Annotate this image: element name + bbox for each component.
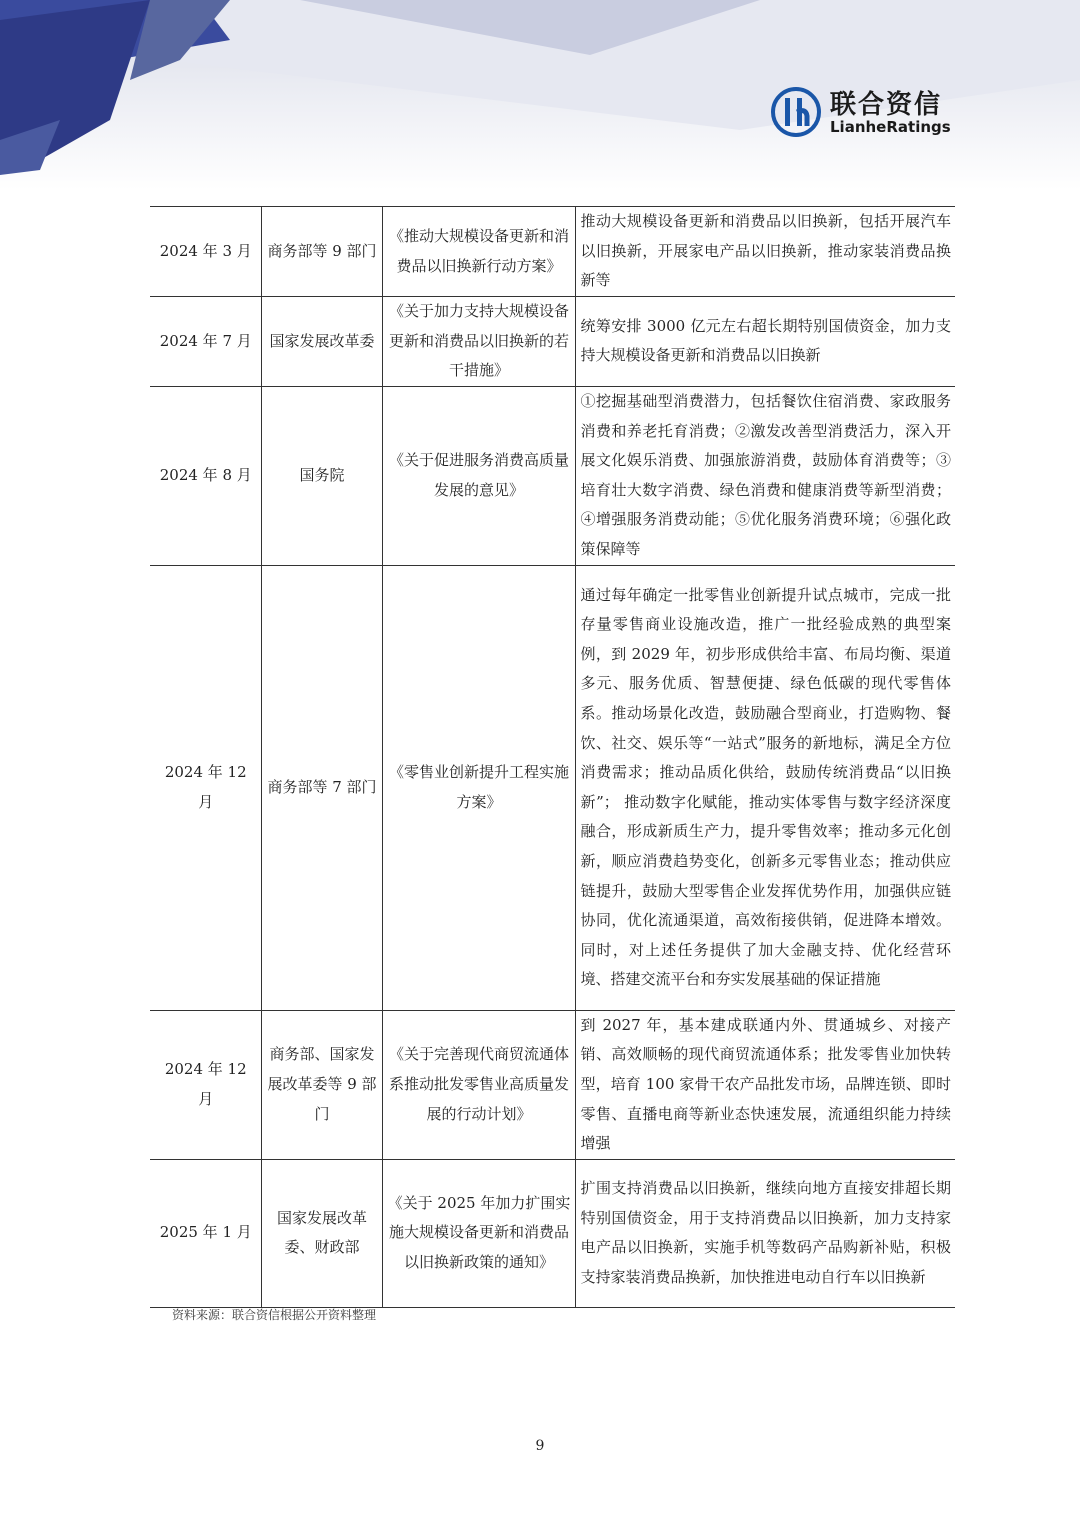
cell-document: 《关于促进服务消费高质量发展的意见》 (382, 386, 575, 565)
table-row (150, 207, 955, 297)
cell-document: 《零售业创新提升工程实施方案》 (382, 565, 575, 1010)
cell-department: 国家发展改革委、财政部 (261, 1159, 382, 1307)
cell-document: 《推动大规模设备更新和消费品以旧换新行动方案》 (382, 207, 575, 297)
lianhe-logo (770, 82, 970, 142)
table-row (150, 1010, 955, 1159)
cell-date: 2024 年 7 月 (150, 297, 261, 387)
cell-content: 推动大规模设备更新和消费品以旧换新，包括开展汽车以旧换新，开展家电产品以旧换新，推动家装消费品换新等 (575, 207, 955, 297)
cell-date: 2024 年 3 月 (150, 207, 261, 297)
cell-document: 《关于 2025 年加力扩围实施大规模设备更新和消费品以旧换新政策的通知》 (382, 1159, 575, 1307)
cell-content: 到 2027 年，基本建成联通内外、贯通城乡、对接产销、高效顺畅的现代商贸流通体系；批发零售业加快转型，培育 100 家骨干农产品批发市场，品牌连锁、即时零售、直播电商等新业态快速发展，流通组织能力持续增强 (575, 1010, 955, 1159)
cell-document: 《关于完善现代商贸流通体系推动批发零售业高质量发展的行动计划》 (382, 1010, 575, 1159)
cell-department: 国务院 (261, 386, 382, 565)
cell-department: 商务部、国家发展改革委等 9 部门 (261, 1010, 382, 1159)
policy-table (150, 206, 955, 1308)
logo-text-en: LianheRatings (830, 118, 951, 136)
cell-date: 2024 年 12 月 (150, 1010, 261, 1159)
page-number: 9 (535, 1438, 545, 1454)
logo-text-cn: 联合资信 (830, 90, 943, 120)
table-row (150, 297, 955, 387)
table-row (150, 565, 955, 1010)
cell-document: 《关于加力支持大规模设备更新和消费品以旧换新的若干措施》 (382, 297, 575, 387)
cell-content: 通过每年确定一批零售业创新提升试点城市，完成一批存量零售商业设施改造，推广一批经验成熟的典型案例，到 2029 年，初步形成供给丰富、布局均衡、渠道多元、服务优质、智慧便捷、绿色低碳的现代零售体系。推动场景化改造，鼓励融合型商业，打造购物、餐饮、社交、娱乐等“一站式”服务的新地标，满足全方位消费需求；推动品质化供给，鼓励传统消费品“以旧换新”； 推动数字化赋能，推动实体零售与数字经济深度融合，形成新质生产力，提升零售效率；推动多元化创新，顺应消费趋势变化，创新多元零售业态；推动供应链提升，鼓励大型零售企业发挥优势作用，加强供应链协同，优化流通渠道，高效衔接供销，促进降本增效。同时，对上述任务提供了加大金融支持、优化经营环境、搭建交流平台和夯实发展基础的保证措施 (575, 565, 955, 1010)
cell-date: 2024 年 12 月 (150, 565, 261, 1010)
cell-department: 商务部等 7 部门 (261, 565, 382, 1010)
source-note: 资料来源：联合资信根据公开资料整理 (172, 1308, 377, 1322)
cell-content: ①挖掘基础型消费潜力，包括餐饮住宿消费、家政服务消费和养老托育消费；②激发改善型消费活力，深入开展文化娱乐消费、加强旅游消费，鼓励体育消费等；③培育壮大数字消费、绿色消费和健康消费等新型消费；④增强服务消费动能；⑤优化服务消费环境；⑥强化政策保障等 (575, 386, 955, 565)
cell-department: 国家发展改革委 (261, 297, 382, 387)
cell-department: 商务部等 9 部门 (261, 207, 382, 297)
lianhe-logo-mark-icon (770, 86, 822, 138)
cell-content: 扩围支持消费品以旧换新，继续向地方直接安排超长期特别国债资金，用于支持消费品以旧换新，加力支持家电产品以旧换新，实施手机等数码产品购新补贴，积极支持家装消费品换新，加快推进电动自行车以旧换新 (575, 1159, 955, 1307)
cell-date: 2024 年 8 月 (150, 386, 261, 565)
cell-content: 统筹安排 3000 亿元左右超长期特别国债资金，加力支持大规模设备更新和消费品以旧换新 (575, 297, 955, 387)
table-row (150, 386, 955, 565)
table-row (150, 1159, 955, 1307)
cell-date: 2025 年 1 月 (150, 1159, 261, 1307)
